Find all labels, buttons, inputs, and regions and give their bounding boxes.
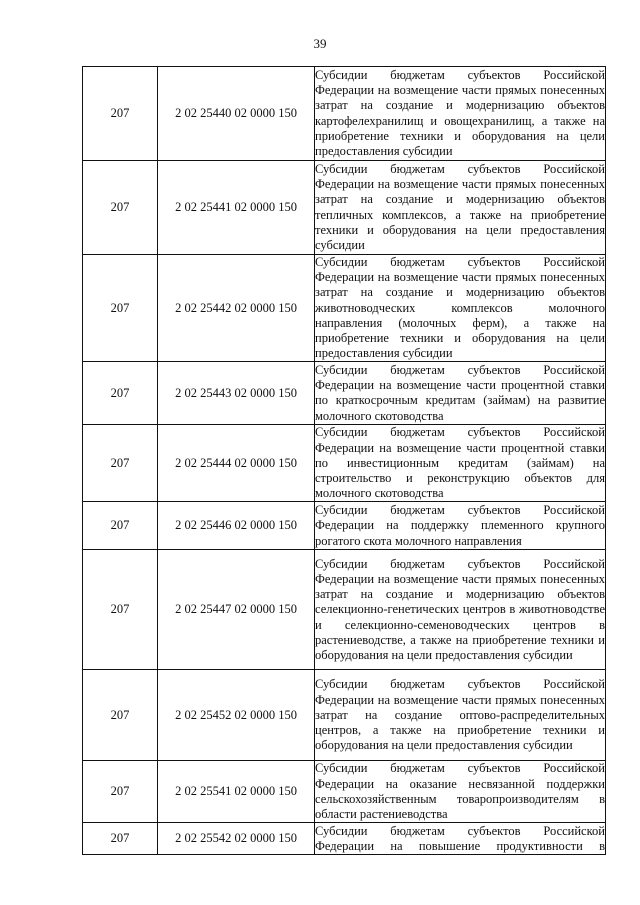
budget-code-cell: 2 02 25452 02 0000 150: [158, 670, 315, 761]
budget-code-cell: 2 02 25542 02 0000 150: [158, 823, 315, 855]
description-cell: Субсидии бюджетам субъектов Российской Федерации на возмещение части прямых понесенных затрат на создание и модернизацию объектов животноводческих комплексов молочного направления (молочных ферм), а также на приобретение техники и оборудования на цели предоставления субсидии: [315, 255, 605, 361]
description-cell: Субсидии бюджетам субъектов Российской Федерации на поддержку племенного крупного рогатого скота молочного направления: [315, 502, 606, 550]
budget-code-cell: 2 02 25444 02 0000 150: [158, 425, 315, 502]
table-row: [83, 823, 606, 855]
admin-code-cell: 207: [83, 255, 158, 362]
table-row: [83, 761, 606, 823]
budget-code-cell: 2 02 25541 02 0000 150: [158, 761, 315, 823]
description-cell: Субсидии бюджетам субъектов Российской Федерации на возмещение части процентной ставки по инвестиционным кредитам (займам) на строительство и реконструкцию объектов для молочного скотоводства: [315, 425, 605, 501]
description-cell: Субсидии бюджетам субъектов Российской Федерации на возмещение части прямых понесенных затрат на создание и модернизацию объектов картофелехранилищ и овощехранилищ, а также на приобретение техники и оборудования на цели предоставления субсидии: [315, 67, 606, 161]
admin-code-cell: 207: [83, 67, 158, 161]
table-row: [83, 425, 606, 502]
description-cell: Субсидии бюджетам субъектов Российской Федерации на возмещение части прямых понесенных затрат на создание и модернизацию объектов селекционно-генетических центров в животноводстве и селекционно-семеноводческих центров в растениеводстве, а также на приобретение техники и оборудования на цели предоставления субсидии: [315, 550, 606, 670]
description-cell: Субсидии бюджетам субъектов Российской Федерации на возмещение части процентной ставки по краткосрочным кредитам (займам) на развитие молочного скотоводства: [315, 362, 606, 425]
admin-code-cell: 207: [83, 823, 158, 855]
table-row: [83, 502, 606, 550]
admin-code-cell: 207: [83, 502, 158, 550]
admin-code-cell: 207: [83, 670, 158, 761]
budget-code-cell: 2 02 25446 02 0000 150: [158, 502, 315, 550]
admin-code-cell: 207: [83, 425, 158, 502]
description-cell: Субсидии бюджетам субъектов Российской Федерации на повышение продуктивности в: [315, 823, 605, 853]
page-number: 39: [313, 36, 327, 51]
description-cell: Субсидии бюджетам субъектов Российской Федерации на возмещение части прямых понесенных затрат на создание и модернизацию объектов тепличных комплексов, а также на приобретение техники и оборудования на цели предоставления субсидии: [315, 161, 606, 255]
description-cell: Субсидии бюджетам субъектов Российской Федерации на оказание несвязанной поддержки сельскохозяйственным товаропроизводителям в области растениеводства: [315, 761, 605, 822]
admin-code-cell: 207: [83, 761, 158, 823]
budget-code-cell: 2 02 25441 02 0000 150: [158, 161, 315, 255]
table-row: [83, 670, 606, 761]
budget-code-cell: 2 02 25443 02 0000 150: [158, 362, 315, 425]
admin-code-cell: 207: [83, 362, 158, 425]
admin-code-cell: 207: [83, 550, 158, 670]
budget-codes-table: [82, 66, 606, 855]
budget-code-cell: 2 02 25440 02 0000 150: [158, 67, 315, 161]
budget-code-cell: 2 02 25442 02 0000 150: [158, 255, 315, 362]
description-cell: Субсидии бюджетам субъектов Российской Федерации на возмещение части прямых понесенных затрат на создание оптово-распределительных центров, а также на приобретение техники и оборудования на цели предоставления субсидии: [315, 670, 606, 761]
budget-code-cell: 2 02 25447 02 0000 150: [158, 550, 315, 670]
table-row: [83, 161, 606, 255]
admin-code-cell: 207: [83, 161, 158, 255]
table-row: [83, 255, 606, 362]
table-row: [83, 362, 606, 425]
table-row: [83, 67, 606, 161]
table-row: [83, 550, 606, 670]
